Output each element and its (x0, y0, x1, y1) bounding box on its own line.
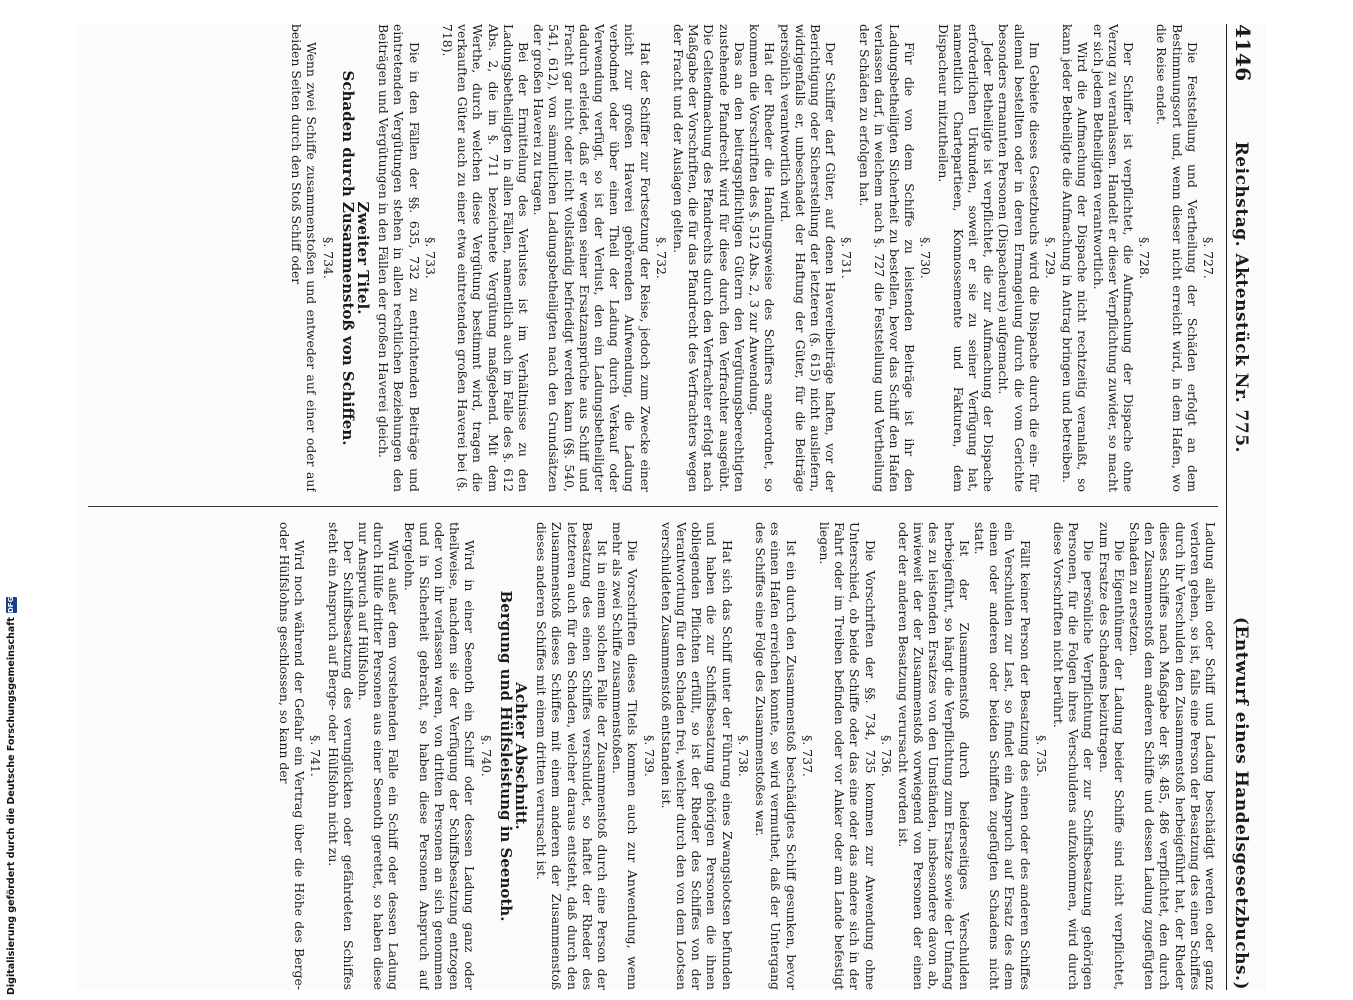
section-heading: §. 731. (839, 237, 855, 279)
printed-page (76, 24, 1266, 990)
paragraph: Wenn zwei Schiffe zusammenstoßen und entweder auf einer oder auf beiden Seiten durch den Stoß Schiff oder (289, 24, 320, 492)
paragraph: Die Vorschriften dieses Titels kommen auch zur Anwendung, wenn mehr als zwei Schiffe zusammenstoßen. (610, 522, 641, 990)
digitization-credit (2, 596, 22, 995)
paragraph: Wird in einer Seenoth ein Schiff oder dessen Ladung ganz oder theilweise, nachdem sie der Verfügung der Schiffsbesatzung entzogen oder von ihr verlassen waren, von dritten Personen an sich genommen und in Sicherheit gebracht, so haben diese Personen Anspruch auf Bergelohn. (401, 522, 478, 990)
paragraph: Der Schiffsbesatzung des verunglückten oder gefährdeten Schiffes steht ein Anspruch auf Berge- oder Hülfslohn nicht zu. (325, 522, 356, 990)
paragraph: Die in den Fällen der §§. 635, 732 zu entrichtenden Beiträge und eintretenden Vergütungen stehen in allen rechtlichen Beziehungen den Beiträgen und Vergütungen in den Fällen der großen Haverei gleich. (376, 24, 422, 492)
section-heading: §. 739. (641, 735, 657, 777)
section-heading: §. 738. (735, 735, 751, 777)
rotated-page-frame (76, 24, 1266, 990)
paragraph: Das an den beitragspflichtigen Gütern den Vergütungsberechtigten zustehende Pfandrecht wird für diese durch den Verfrachter ausgeübt. Die Geltendmachung des Pfandrechts durch den Verfrachter erfolgt nach Maßgabe der Vorschriften, die für das Pfandrecht des Verfrachters wegen der Fracht und der Auslagen gelten. (671, 24, 747, 492)
paragraph: Ist in einem solchen Falle der Zusammenstoß durch eine Person der Besatzung des einen Schiffes verschuldet, so haftet der Rheder des letzteren auch für den Schaden, welcher daraus entsteht, daß durch den Zusammenstoß dieses Schiffes mit einem anderen der Zusammenstoß dieses anderen Schiffes mit einem dritten verursacht ist. (534, 522, 611, 990)
paragraph: Die persönliche Verpflichtung der zur Schiffsbesatzung gehörigen Personen, für die Folgen ihres Verschuldens aufzukommen, wird durch diese Vorschriften nicht berührt. (1050, 522, 1097, 990)
paragraph: Die Vorschriften der §§. 734, 735 kommen zur Anwendung ohne Unterschied, ob beide Schiffe oder das eine oder das andere sich in der Fahrt oder im Treiben befinden oder vor Anker oder am Lande befestigt liegen. (816, 522, 878, 990)
dfg-logo-icon: DFG (6, 596, 15, 614)
credit-text: Digitalisierung gefördert durch die Deutsche Forschungsgemeinschaft (5, 617, 17, 995)
paragraph: Wird noch während der Gefahr ein Vertrag über die Höhe des Berge- oder Hülfslohns geschlossen, so kann der (277, 522, 308, 990)
section-heading: §. 740. (478, 735, 494, 777)
right-column (83, 522, 1218, 990)
paragraph: Wird außer dem vorstehenden Falle ein Schiff oder dessen Ladung durch Hülfe dritter Personen aus einer Seenoth gerettet, so haben diese nur Anspruch auf Hülfslohn. (356, 522, 402, 990)
section-heading: §. 737. (799, 735, 815, 777)
section-heading: §. 730. (918, 237, 934, 279)
title-subheading: Bergung und Hülfsleistung in Seenoth. (496, 590, 515, 922)
paragraph: Ist ein durch den Zusammenstoß beschädigtes Schiff gesunken, bevor es einen Hafen erreichen konnte, so wird vermuthet, daß der Untergang des Schiffes eine Folge des Zusammenstoßes war. (753, 522, 799, 990)
paragraph: Für die von dem Schiffe zu leistenden Beiträge ist ihr den Ladungsbetheiligten Sicherheit zu bestellen, bevor das Schiff den Hafen verlassen darf, in welchem nach §. 727 die Feststellung und Vertheilung der Schäden zu erfolgen hat. (856, 24, 918, 492)
paragraph: Bei der Ermittelung des Verlustes ist im Verhältnisse zu den Ladungsbetheiligten in allen Fällen, namentlich auch im Falle des §. 612 Abs. 2, die im §. 711 bezeichnete Vergütung maßgebend. Mit dem Werthe, durch welchen diese Vergütung bestimmt wird, tragen die verkauften Güter auch zu einer etwa eintretenden großen Haverei bei (§. 718). (440, 24, 532, 492)
paragraph: Fällt keiner Person der Besatzung des einen oder des anderen Schiffes ein Verschulden zur Last, so findet ein Anspruch auf Ersatz des dem einen oder anderen oder beiden Schiffen zugefügten Schadens nicht statt. (971, 522, 1033, 990)
paragraph: Die Eigenthümer der Ladung beider Schiffe sind nicht verpflichtet, zum Ersatze des Schadens beizutragen. (1096, 522, 1127, 990)
paragraph: Im Gebiete dieses Gesetzbuchs wird die Dispache durch die ein- für allemal bestellten oder in deren Ermangelung durch die vom Gerichte besonders ernannten Personen (Dispacheure) aufgemacht. (996, 24, 1042, 492)
page-header (1226, 24, 1266, 990)
paragraph: Ist der Zusammenstoß durch beiderseitiges Verschulden herbeigeführt, so hängt die Verpflichtung zum Ersatze sowie der Umfang des zu leistenden Ersatzes von den Umständen, insbesondere davon ab, inwieweit der der Zusammenstoß vorwiegend von Personen der einen oder der anderen Besatzung verursacht worden ist. (895, 522, 972, 990)
section-heading: §. 732. (653, 237, 669, 279)
section-heading: §. 735. (1033, 735, 1049, 777)
page-number: 4146 (1231, 24, 1255, 82)
paragraph: Der Schiffer darf Güter, auf denen Havereibeiträge haften, vor der Berichtigung oder Sicherstellung der letzteren (§. 615) nicht ausliefern, widrigenfalls er, unbeschadet der Haftung der Güter, für die Beiträge persönlich verantwortlich wird. (777, 24, 839, 492)
section-heading: §. 728. (1137, 237, 1153, 279)
paragraph: Der Schiffer ist verpflichtet, die Aufmachung der Dispache ohne Verzug zu veranlassen. Handelt er dieser Verpflichtung zuwider, so macht er sich jedem Betheiligten verantwortlich. (1090, 24, 1136, 492)
column-divider (88, 506, 1218, 507)
header-note: (Entwurf eines Handelsgesetzbuchs.) (1231, 616, 1251, 990)
title-subheading: Schaden durch Zusammenstoß von Schiffen. (338, 70, 357, 446)
paragraph: Hat der Rheder die Handlungsweise des Schiffers angeordnet, so kommen die Vorschriften des §. 512 Abs. 2, 3 zur Anwendung. (747, 24, 778, 492)
section-heading: §. 741. (308, 735, 324, 777)
paragraph: Wird die Aufmachung der Dispache nicht rechtzeitig veranlaßt, so kann jeder Betheiligte die Aufmachung in Antrag bringen und betreiben. (1060, 24, 1091, 492)
paragraph: Hat sich das Schiff unter der Führung eines Zwangslootsen befunden und haben die zur Schiffsbesatzung gehörigen Personen die ihnen obliegenden Pflichten erfüllt, so ist der Rheder des Schiffes von der Verantwortung für den Schaden frei, welcher durch den von dem Lootsen verschuldeten Zusammenstoß entstanden ist. (658, 522, 735, 990)
section-heading: §. 727. (1201, 237, 1216, 279)
section-heading: §. 729. (1042, 237, 1058, 279)
paragraph: Hat der Schiffer zur Fortsetzung der Reise, jedoch zum Zwecke einer nicht zur großen Haverei gehörenden Aufwendung, die Ladung verbodmet oder über einen Theil der Ladung durch Verkauf oder Verwendung verfügt, so ist der Verlust, den ein Ladungsbetheiligter dadurch erleidet, daß er wegen seiner Ersatzansprüche aus Schiff und Fracht gar nicht oder nicht vollständig befriedigt werden kann (§§. 540, 541, 612), von sämmtlichen Ladungsbetheiligten nach den Grundsätzen der großen Haverei zu tragen. (531, 24, 653, 492)
left-column (83, 24, 1218, 492)
section-heading: §. 733. (422, 237, 438, 279)
paragraph: Ladung allein oder Schiff und Ladung beschädigt werden oder ganz verloren gehen, so ist, falls eine Person der Besatzung des einen Schiffes durch ihr Verschulden den Zusammenstoß herbeigeführt hat, der Rheder dieses Schiffes nach Maßgabe der §§. 485, 486 verpflichtet, den durch den Zusammenstoß dem anderen Schiffe und dessen Ladung zugefügten Schaden zu ersetzen. (1126, 522, 1218, 990)
running-title: Reichstag. Aktenstück Nr. 775. (1231, 141, 1251, 453)
paragraph: Die Feststellung und Vertheilung der Schäden erfolgt an dem Bestimmungsort und, wenn dieser nicht erreicht wird, in dem Hafen, wo die Reise endet. (1154, 24, 1200, 492)
title-heading: Zweiter Titel. (354, 201, 373, 315)
title-heading: Achter Abschnitt. (512, 682, 531, 830)
paragraph: Jeder Betheiligte ist verpflichtet, die zur Aufmachung der Dispache erforderlichen Urkunden, soweit er sie zu seiner Verfügung hat, namentlich Chartepartieen, Konnossemente und Fakturen, dem Dispacheur mitzutheilen. (935, 24, 997, 492)
section-heading: §. 736. (878, 735, 894, 777)
section-heading: §. 734. (320, 237, 336, 279)
credit-line (4, 596, 18, 995)
